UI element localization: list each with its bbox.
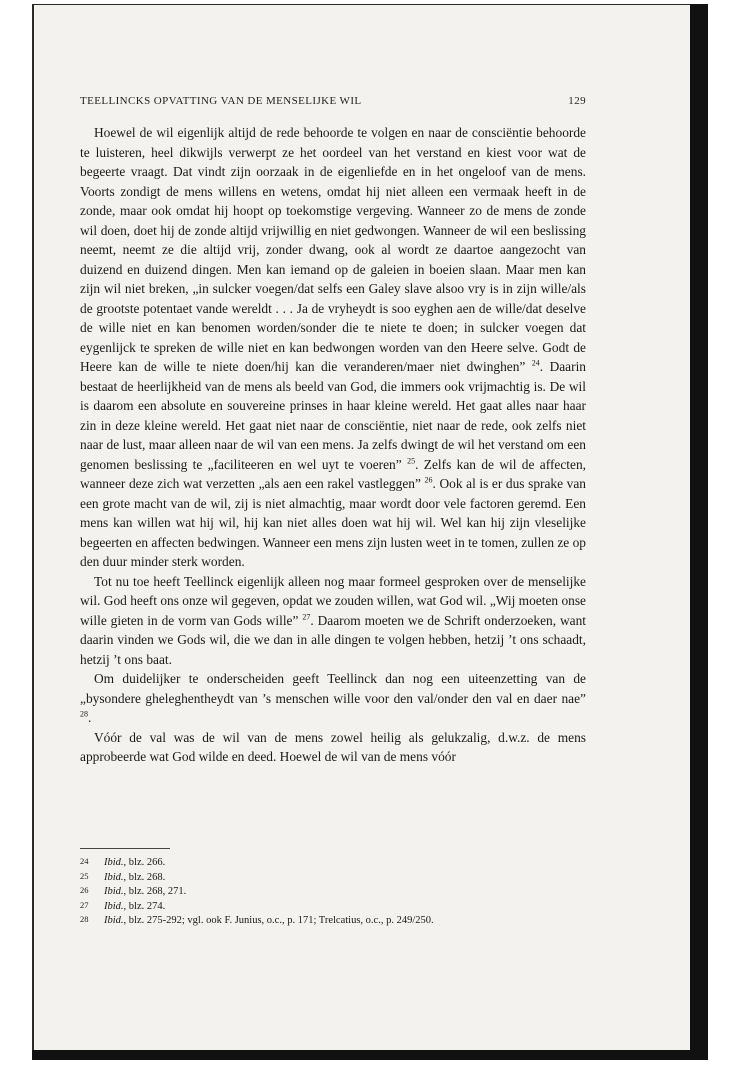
footnote-reference: , blz. 268. — [123, 871, 166, 883]
footnote-ibid: Ibid. — [104, 857, 124, 868]
footnotes — [80, 855, 586, 928]
footnote — [80, 884, 586, 899]
scan-edge-bottom — [32, 1050, 708, 1060]
text-run: . Daarin bestaat de heerlijkheid van de mens als beeld van God, die immers ook vrijmachtig is. De wil is daarom een absolute en souvereine prinses in haar kleine wereld. Het gaat alles naar haar zin in deze kleine wereld. Het gaat niet naar de consciëntie, niet naar de rede, ook zelfs niet naar de lust, maar alleen naar de wil van een mens. Ja zelfs dwingt de wil het verstand om een genomen beslissing te „faciliteeren en wel uyt te voeren” — [80, 359, 586, 472]
footnote — [80, 899, 586, 914]
footnote-rule — [80, 848, 170, 849]
footnote — [80, 870, 586, 885]
footnote-number: 26 — [80, 885, 89, 895]
page-number: 129 — [568, 95, 586, 107]
body-text — [80, 123, 586, 767]
footnote — [80, 913, 586, 928]
footnote-ref: 26 — [424, 475, 433, 485]
running-title: TEELLINCKS OPVATTING VAN DE MENSELIJKE WIL — [80, 95, 362, 107]
paragraph — [80, 572, 586, 670]
footnote-number: 27 — [80, 899, 89, 910]
paragraph — [80, 728, 586, 767]
footnote-reference: , blz. 266. — [123, 857, 166, 868]
footnote-reference: , blz. 275-292; vgl. ook F. Junius, o.c., p. 171; Trelcatius, o.c., p. 249/250. — [123, 915, 434, 926]
footnote-ref: 28 — [80, 709, 88, 719]
footnote-ref: 25 — [407, 456, 416, 466]
footnote-number: 24 — [80, 856, 89, 866]
footnote-ref: 27 — [302, 612, 311, 622]
text-run: . Zelfs kan de wil de affecten, wanneer deze zich wat verzetten „als aen een rakel vastleggen” — [80, 456, 586, 491]
text-run: Hoewel de wil eigenlijk altijd de rede behoorde te volgen en naar de consciëntie behoorde te luisteren, heel dikwijls verwerpt ze het oordeel van het verstand en kiest voor wat de begeerte vraagt. Dat vindt zijn oorzaak in de eigenliefde en in het ongeloof van de mens. Voorts zondigt de mens willens en wetens, omdat hij niet alleen een vermaak heeft in de zonde, maar ook omdat hij hoopt op toekomstige vergeving. Wanneer zo de mens de zonde wil doen, doet hij de zonde altijd vrijwillig en niet gedwongen. Wanneer de wil een beslissing neemt, neemt ze die altijd vrij, zonder dwang, ook al wordt ze daartoe aangezocht van duizend en duizend dingen. Men kan iemand op de galeien in boeien slaan. Maar men kan zijn wil niet breken, „in sulcker voegen/dat selfs een Galey slave alsoo vry is in zijn wille/als de grootste potentaet vande wereldt . . . Ja de vryheydt is soo eyghen aen de wille/dat deselve de wille niet en kan benomen worden/sonder die te niete te doen; in sulcker voegen dat eygenlijck te spreken de wille niet en kan bedwongen worden van den Heere selve. Godt de Heere kan de wille te niete doen/hij kan die veranderen/maer niet dwinghen” — [80, 125, 586, 374]
footnote-number: 28 — [80, 914, 89, 924]
text-run: . — [88, 710, 92, 725]
footnote-ibid: Ibid. — [104, 900, 124, 912]
text-run: Vóór de val was de wil van de mens zowel heilig als gelukzalig, d.w.z. de mens approbeerde wat God wilde en deed. Hoewel de wil van de mens vóór — [80, 729, 586, 764]
footnote-reference: , blz. 274. — [123, 900, 166, 912]
footnote-ibid: Ibid. — [104, 886, 124, 897]
footnote-number: 25 — [80, 870, 89, 881]
text-run: Om duidelijker te onderscheiden geeft Teellinck dan nog een uiteenzetting van de „bysondere gheleghentheydt van ’s menschen wille voor den val/onder den val en daer nae” — [80, 671, 586, 706]
scan-edge-right — [690, 4, 708, 1058]
paragraph — [80, 669, 586, 728]
footnote-ibid: Ibid. — [104, 871, 124, 883]
text-run: Tot nu toe heeft Teellinck eigenlijk alleen nog maar formeel gesproken over de menselijke wil. God heeft ons onze wil gegeven, opdat we zouden willen, wat God wil. „Wij moeten onse wille gieten in de vorm van Gods wille” — [80, 573, 586, 628]
footnote-ref: 24 — [531, 358, 540, 368]
footnote-reference: , blz. 268, 271. — [123, 886, 187, 897]
footnote-ibid: Ibid. — [104, 915, 124, 926]
text-run: . Daarom moeten we de Schrift onderzoeken, want daarin vinden we Gods wil, die we dan in alle dingen te volgen hebben, hetzij ’t ons schaadt, hetzij ’t ons baat. — [80, 612, 586, 667]
footnote — [80, 855, 586, 870]
paragraph — [80, 123, 586, 572]
text-run: . Ook al is er dus sprake van een grote macht van de wil, zij is niet almachtig, maar wordt door vele factoren geremd. Een mens kan willen wat hij wil, hij kan niet alles doen wat hij wil. Wel kan hij zijn vleselijke begeerten en affecten bedwingen. Wanneer een mens zijn lusten weet in te tomen, zullen ze op den duur minder sterk worden. — [80, 476, 586, 569]
